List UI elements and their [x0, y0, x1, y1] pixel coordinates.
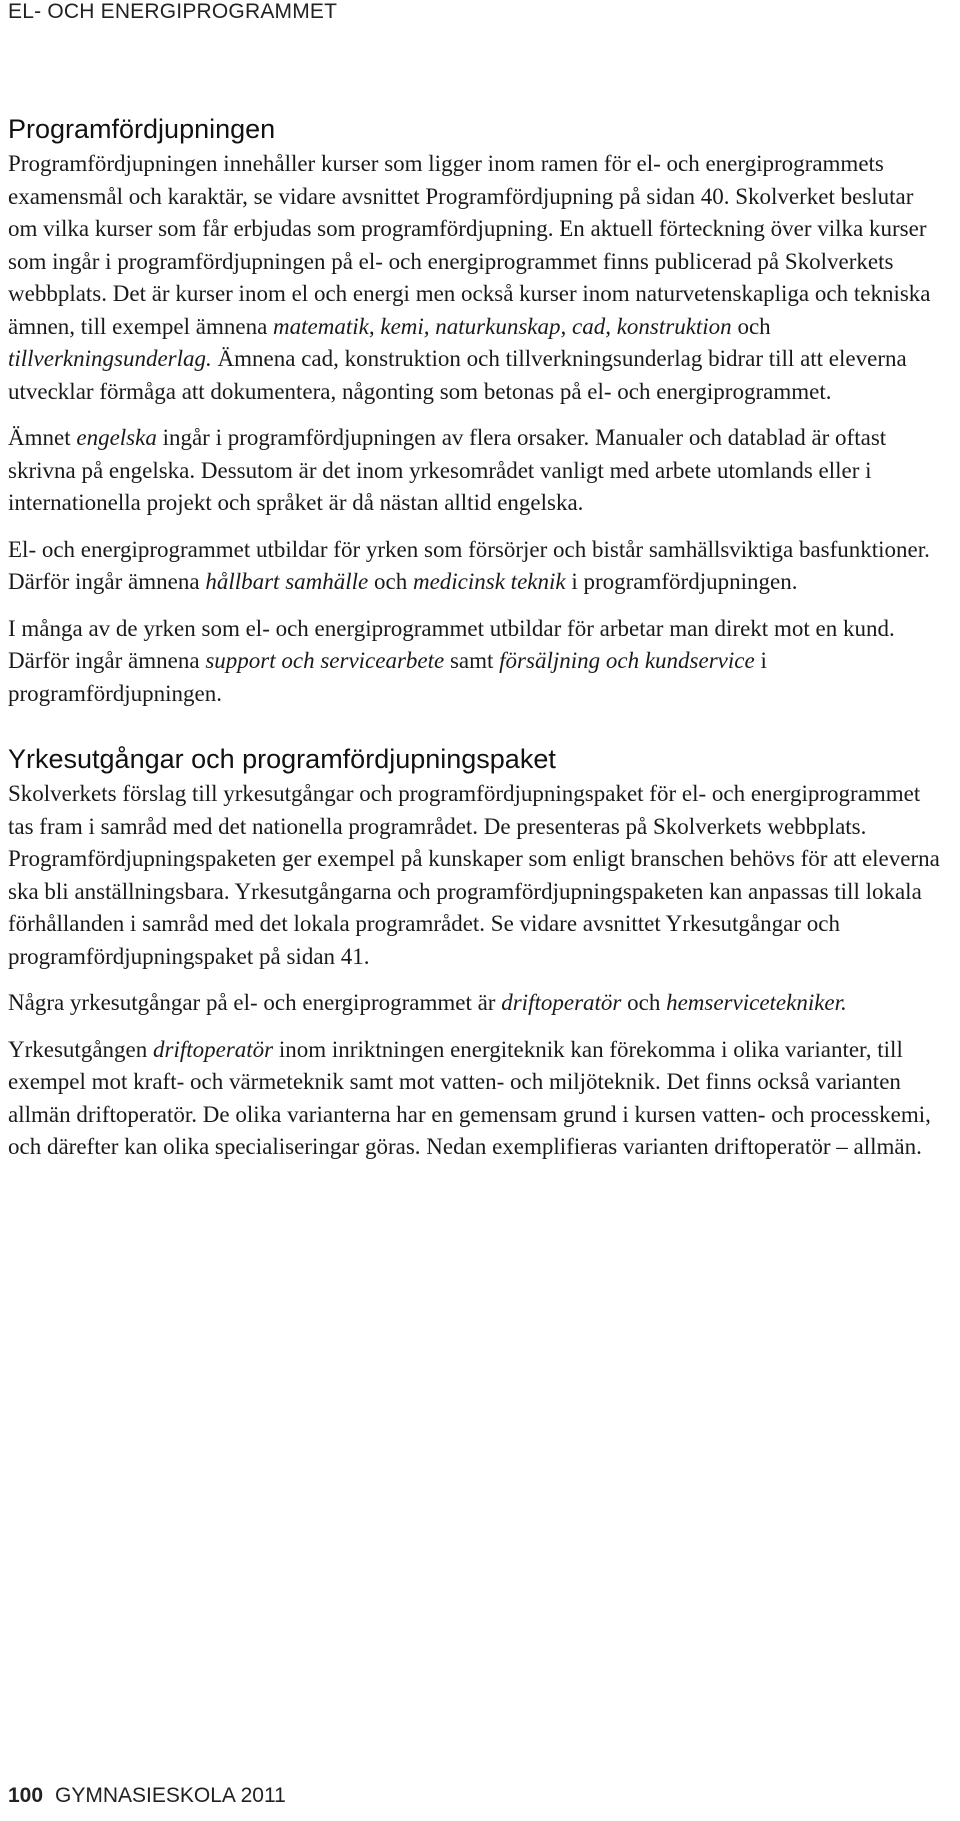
- text: Några yrkesutgångar på el- och energiprogrammet är: [8, 990, 496, 1015]
- page-number: 100: [8, 1784, 44, 1807]
- text: och: [627, 990, 661, 1015]
- section-heading-yrkesutgangar: Yrkesutgångar och programfördjupningspaket: [8, 744, 556, 774]
- paragraph: [8, 422, 943, 520]
- paragraph: Skolverkets förslag till yrkesutgångar och programfördjupningspaket för el- och energiprogrammet tas fram i samråd med det nationella programrådet. De presenteras på Skolverkets webbplats. Programfördjupningspaketen ger exempel på kunskaper som enligt branschen behövs för att eleverna ska bli anställningsbara. Yrkesutgångarna och programfördjupningspaketen kan anpassas till lokala förhållanden i samråd med det lokala programrådet. Se vidare avsnittet Yrkesutgångar och programfördjupningspaket på sidan 41.: [8, 781, 940, 969]
- text: Ämnena cad, konstruktion och tillverkningsunderlag bidrar till att eleverna utvecklar förmåga att dokumentera, någonting som betonas på el- och energiprogrammet.: [8, 346, 907, 404]
- text: inom inriktningen energiteknik kan förekomma i olika varianter, till exempel mot kraft- och värmeteknik samt mot vatten- och miljöteknik. Det finns också varianten allmän driftoperatör. De olika varianterna har en gemensam grund i kursen vatten- och processkemi, och därefter kan olika specialiseringar göras. Nedan exemplifieras varianten driftoperatör – allmän.: [8, 1036, 931, 1159]
- emphasis: support och servicearbete: [205, 648, 445, 673]
- paragraph: [8, 1034, 943, 1164]
- emphasis: tillverkningsunderlag.: [8, 346, 212, 371]
- text: Programfördjupningen innehåller kurser som ligger inom ramen för el- och energiprogrammets examensmål och karaktär, se vidare avsnittet Programfördjupning på sidan 40. Skolverket beslutar om vilka kurser som får erbjudas som programfördjupning. En aktuell förteckning över vilka kurser som ingår i programfördjupningen på el- och energiprogrammet finns publicerad på Skolverkets webbplats. Det är kurser inom el och energi men också kurser inom naturvetenskapliga och tekniska ämnen, till exempel ämnena: [8, 151, 931, 339]
- emphasis: driftoperatör: [153, 1036, 274, 1062]
- paragraph: [8, 534, 943, 599]
- page-content: [8, 110, 943, 1164]
- emphasis: försäljning och kundservice: [499, 648, 755, 673]
- text: i programfördjupningen.: [571, 569, 798, 594]
- running-head: EL- OCH ENERGIPROGRAMMET: [8, 0, 338, 23]
- text: och: [737, 313, 771, 339]
- emphasis: matematik, kemi, naturkunskap, cad, konstruktion: [273, 313, 732, 339]
- section-heading-programfordjupningen: Programfördjupningen: [8, 114, 276, 144]
- emphasis: driftoperatör: [501, 990, 622, 1015]
- text: Yrkesutgången: [8, 1036, 148, 1062]
- text: ingår i programfördjupningen av flera orsaker. Manualer och datablad är oftast skrivna på engelska. Dessutom är det inom yrkesområdet vanligt med arbete utomlands eller i internationella projekt och språket är då nästan alltid engelska.: [8, 425, 887, 515]
- emphasis: medicinsk teknik: [412, 569, 566, 594]
- text: samt: [449, 648, 494, 673]
- paragraph: [8, 148, 943, 408]
- text: I många av de yrken som el- och energiprogrammet utbildar för arbetar man direkt mot en kund. Därför ingår ämnena: [8, 615, 895, 673]
- emphasis: hållbart samhälle: [205, 569, 369, 594]
- text: och: [374, 569, 408, 594]
- emphasis: engelska: [76, 425, 157, 450]
- emphasis: hemservicetekniker.: [666, 990, 847, 1015]
- page-footer: [8, 1784, 286, 1808]
- text: El- och energiprogrammet utbildar för yrken som försörjer och bistår samhällsviktiga basfunktioner. Därför ingår ämnena: [8, 536, 930, 594]
- text: Ämnet: [8, 425, 71, 450]
- publication-name: GYMNASIESKOLA 2011: [55, 1784, 286, 1807]
- paragraph: [8, 987, 943, 1020]
- text: i programfördjupningen.: [8, 648, 767, 706]
- paragraph: [8, 613, 943, 711]
